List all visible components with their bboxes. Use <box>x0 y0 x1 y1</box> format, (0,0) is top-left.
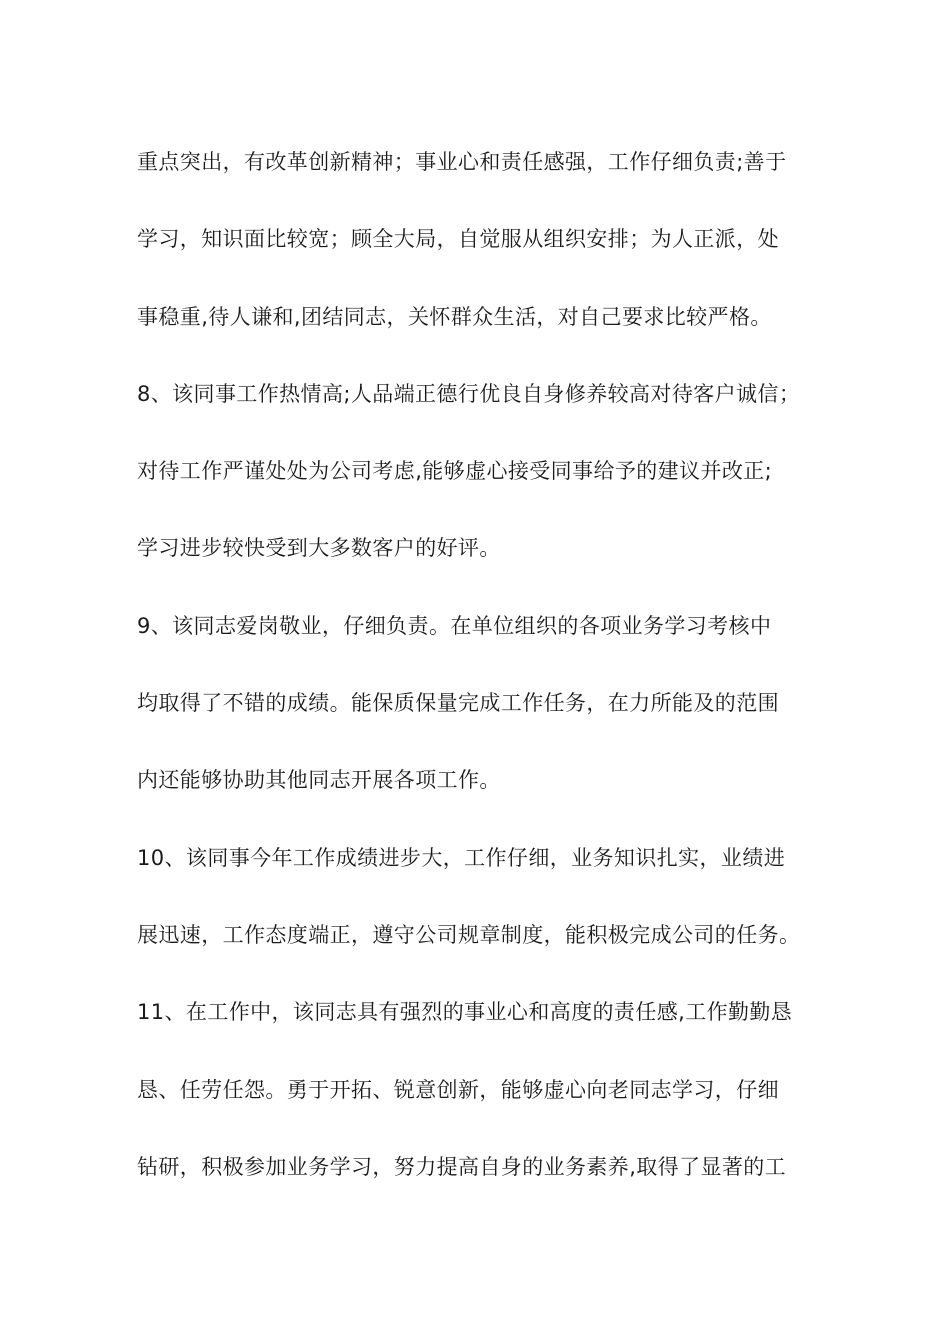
text-line: 恳、任劳任怨。勇于开拓、锐意创新，能够虚心向老同志学习，仔细 <box>137 1077 779 1102</box>
text-line: 事稳重,待人谦和,团结同志，关怀群众生活，对自己要求比较严格。 <box>137 304 772 329</box>
text-line: 内还能够协助其他同志开展各项工作。 <box>137 768 501 793</box>
text-line: 11、在工作中，该同志具有强烈的事业心和高度的责任感,工作勤勤恳 <box>137 1000 793 1025</box>
text-line: 对待工作严谨处处为公司考虑,能够虚心接受同事给予的建议并改正; <box>137 459 773 484</box>
text-line: 展迅速，工作态度端正，遵守公司规章制度，能积极完成公司的任务。 <box>137 922 801 947</box>
text-line: 9、该同志爱岗敬业，仔细负责。在单位组织的各项业务学习考核中 <box>137 613 772 638</box>
text-line: 均取得了不错的成绩。能保质保量完成工作任务，在力所能及的范围 <box>137 691 779 716</box>
text-line: 8、该同事工作热情高;人品端正德行优良自身修养较高对待客户诚信； <box>137 381 801 406</box>
text-line: 钻研，积极参加业务学习，努力提高自身的业务素养,取得了显著的工 <box>137 1154 787 1179</box>
text-line: 重点突出，有改革创新精神；事业心和责任感强，工作仔细负责;善于 <box>137 150 787 174</box>
text-line: 学习，知识面比较宽；顾全大局，自觉服从组织安排；为人正派，处 <box>137 227 779 252</box>
text-line: 学习进步较快受到大多数客户的好评。 <box>137 536 501 561</box>
text-line: 10、该同事今年工作成绩进步大，工作仔细，业务知识扎实，业绩进 <box>137 845 786 870</box>
document-body <box>137 140 817 1222</box>
